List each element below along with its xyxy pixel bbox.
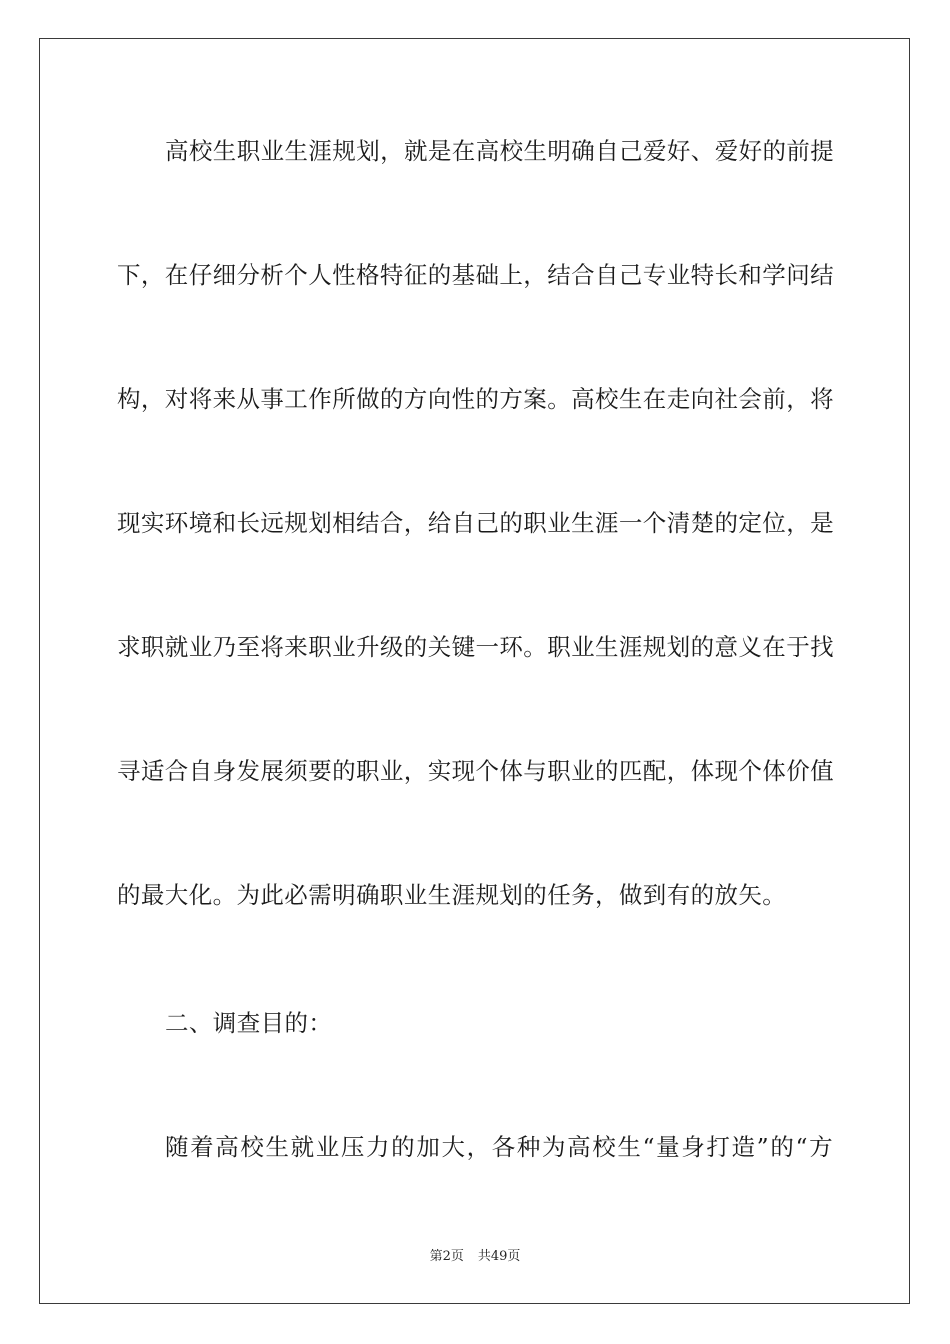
- paragraph-line: 的最大化。为此必需明确职业生涯规划的任务，做到有的放矢。: [117, 881, 787, 909]
- paragraph-line: 求职就业乃至将来职业升级的关键一环。职业生涯规划的意义在于找: [117, 633, 834, 661]
- paragraph-line: 随着高校生就业压力的加大，各种为高校生“量身打造”的“方: [165, 1133, 833, 1161]
- page-frame: [39, 38, 910, 1304]
- page-footer: [0, 1248, 950, 1266]
- page-total: 共49页: [477, 1249, 521, 1264]
- paragraph-line: 寻适合自身发展须要的职业，实现个体与职业的匹配，体现个体价值: [117, 757, 834, 785]
- paragraph-line: 构，对将来从事工作所做的方向性的方案。高校生在走向社会前，将: [117, 385, 834, 413]
- paragraph-line: 现实环境和长远规划相结合，给自己的职业生涯一个清楚的定位，是: [117, 509, 834, 537]
- section-heading: 二、调查目的：: [165, 1009, 333, 1037]
- paragraph-line: 下，在仔细分析个人性格特征的基础上，结合自己专业特长和学问结: [117, 261, 834, 289]
- page-number: 第2页: [429, 1249, 464, 1264]
- paragraph-line: 高校生职业生涯规划，就是在高校生明确自己爱好、爱好的前提: [165, 137, 835, 165]
